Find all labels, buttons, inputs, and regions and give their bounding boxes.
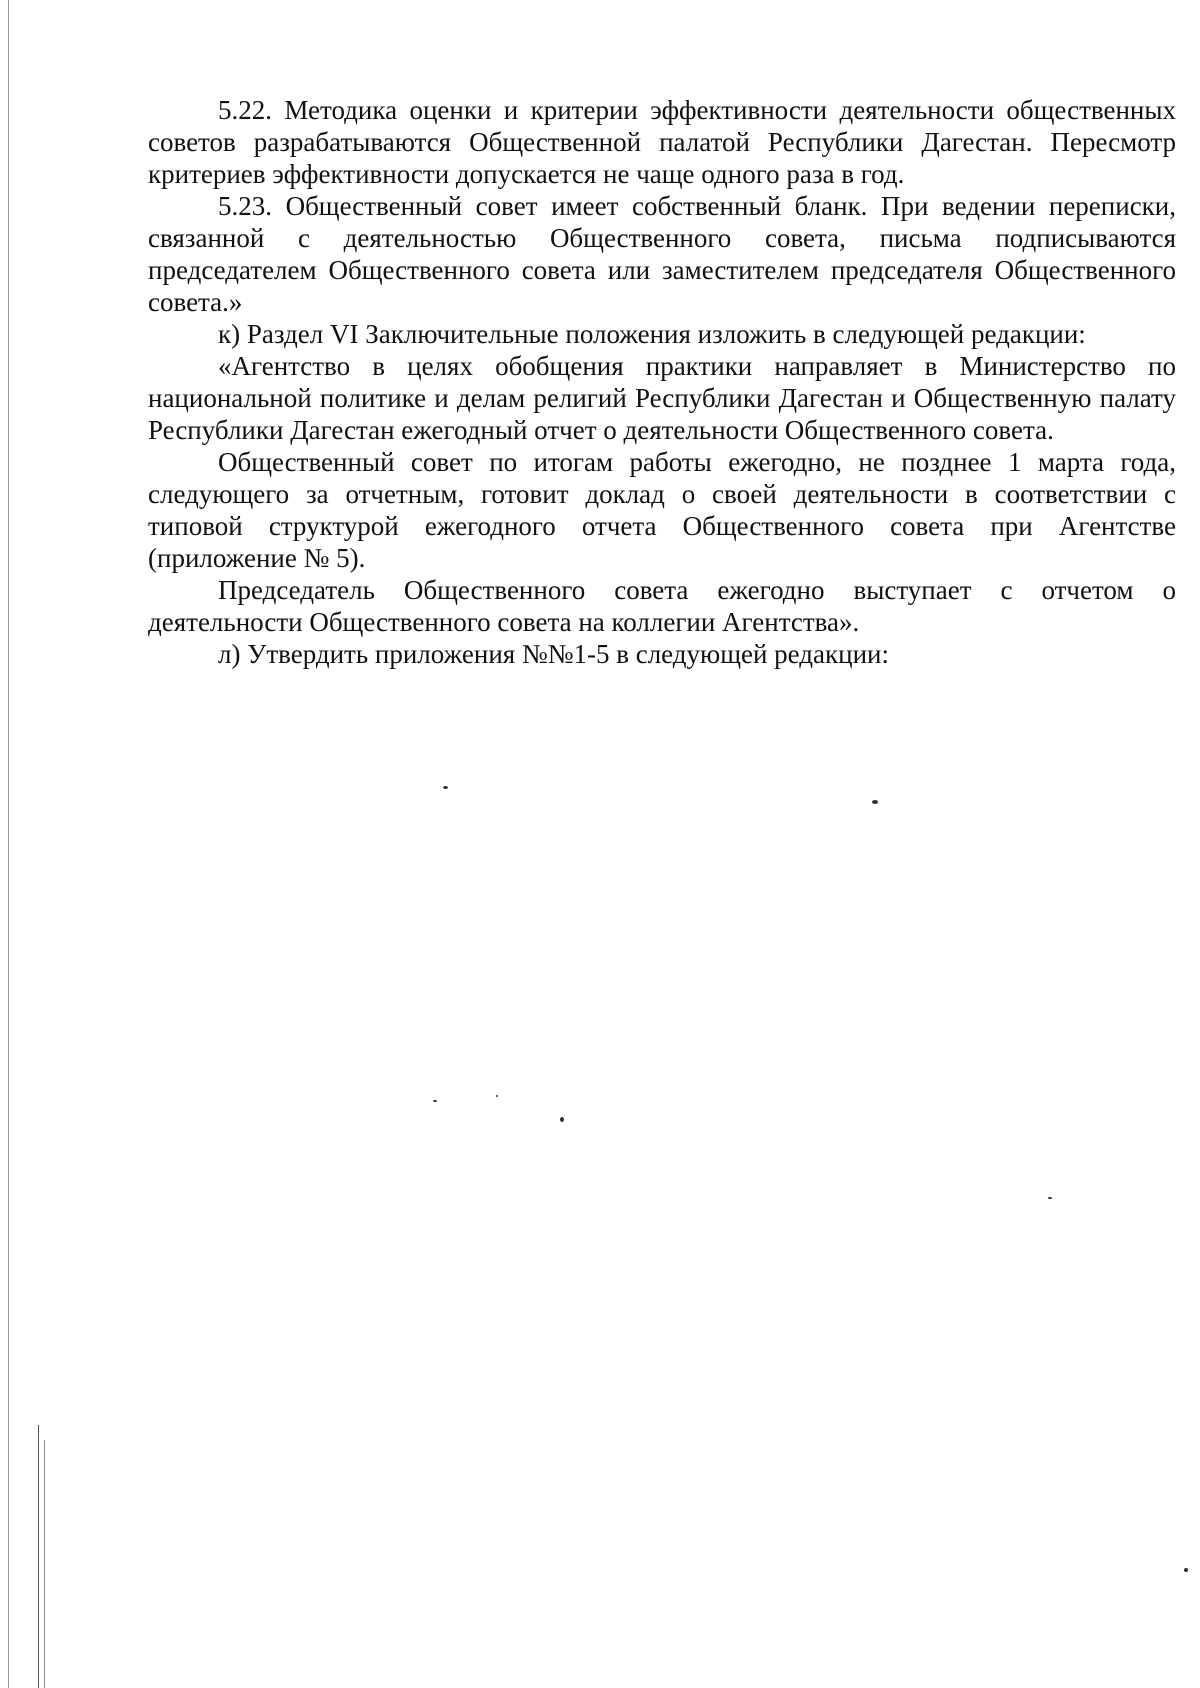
paragraph-chairman-report: Председатель Общественного совета ежегодно выступает с отчетом о деятельности Общественного совета на коллегии Агентства». [148,575,1176,637]
scan-edge-line [38,1425,39,1688]
scan-speck [560,1117,564,1122]
scan-speck [1184,1568,1188,1572]
scan-edge-line [8,0,9,1688]
scan-speck [872,800,878,804]
scan-edge-line [44,1440,45,1688]
paragraph-council-report: Общественный совет по итогам работы ежегодно, не позднее 1 марта года, следующего за отчетным, готовит доклад о своей деятельности в соответствии с типовой структурой ежегодного отчета Общественного совета при Агентстве (приложение № 5). [148,447,1176,573]
paragraph-5-23: 5.23. Общественный совет имеет собственный бланк. При ведении переписки, связанной с деятельностью Общественного совета, письма подписываются председателем Общественного совета или заместителем председателя Общественного совета.» [148,191,1176,317]
scan-speck [433,1100,437,1102]
document-body [148,94,1176,670]
scan-speck [496,1095,498,1097]
paragraph-l-appendices: л) Утвердить приложения №№1-5 в следующей редакции: [218,639,889,669]
paragraph-5-22: 5.22. Методика оценки и критерии эффективности деятельности общественных советов разрабатываются Общественной палатой Республики Дагестан. Пересмотр критериев эффективности допускается не чаще одного раза в год. [148,95,1176,189]
scan-speck [443,786,448,789]
paragraph-agency-report: «Агентство в целях обобщения практики направляет в Министерство по национальной политике и делам религий Республики Дагестан и Общественную палату Республики Дагестан ежегодный отчет о деятельности Общественного совета. [148,351,1176,445]
scan-speck [1048,1197,1052,1199]
paragraph-k-section-vi: к) Раздел VI Заключительные положения изложить в следующей редакции: [218,319,1086,349]
